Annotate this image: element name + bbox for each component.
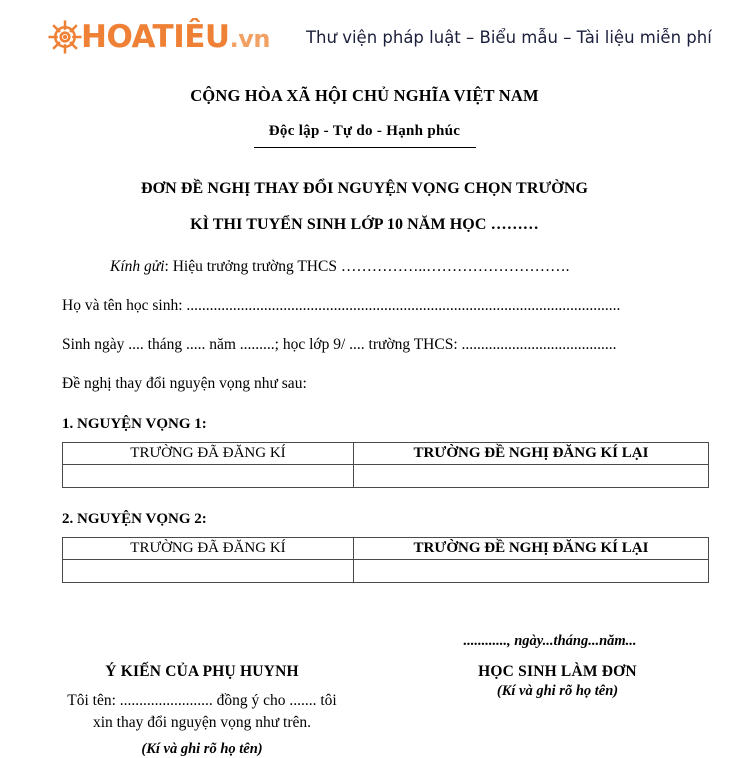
- signature-columns: [0, 663, 729, 758]
- table-row[interactable]: [63, 560, 709, 583]
- choice-table-2: [62, 537, 709, 583]
- section-heading-choice-2: [0, 511, 729, 528]
- field-request-intro: Đề nghị thay đổi nguyện vọng như sau:: [62, 375, 307, 392]
- parent-opinion-line-2: xin thay đổi nguyện vọng như trên.: [92, 714, 312, 732]
- section-heading-choice-1-label: 1. NGUYỆN VỌNG 1: [62, 416, 202, 432]
- cell-requested-school[interactable]: [354, 560, 709, 583]
- column-header-requested-school: TRƯỜNG ĐỀ NGHỊ ĐĂNG KÍ LẠI: [354, 538, 709, 560]
- student-signature-title: HỌC SINH LÀM ĐƠN: [478, 663, 637, 680]
- ship-wheel-icon: [47, 19, 83, 55]
- brand-wordmark-tld: .vn: [229, 24, 270, 53]
- national-motto: Độc lập - Tự do - Hạnh phúc: [268, 123, 461, 139]
- table-header-row: [63, 443, 709, 465]
- field-student-name: Họ và tên học sinh: ................................................................................................................: [62, 297, 621, 314]
- student-signature-block: [404, 663, 729, 758]
- recipient-label: Kính gửi: [110, 258, 165, 275]
- parent-signature-note: (Kí và ghi rõ họ tên): [141, 740, 263, 757]
- student-signature-note: (Kí và ghi rõ họ tên): [496, 683, 619, 699]
- document-title: ĐƠN ĐỀ NGHỊ THAY ĐỔI NGUYỆN VỌNG CHỌN TRƯỜNG: [140, 180, 589, 197]
- document-subtitle: KÌ THI TUYỂN SINH LỚP 10 NĂM HỌC ………: [190, 216, 539, 233]
- table-header-row: [63, 538, 709, 560]
- parent-opinion-block: [0, 663, 404, 758]
- date-place-line: ............, ngày...tháng...năm...: [463, 633, 637, 649]
- section-heading-choice-2-suffix: :: [201, 511, 207, 527]
- cell-requested-school[interactable]: [354, 465, 709, 488]
- parent-opinion-line-1: Tôi tên: ........................ đồng ý cho ....... tôi: [67, 692, 337, 709]
- brand-wordmark: [81, 18, 270, 55]
- section-heading-choice-1-suffix: :: [201, 416, 207, 432]
- recipient-line: [0, 258, 729, 276]
- column-header-registered-school: TRƯỜNG ĐÃ ĐĂNG KÍ: [63, 538, 354, 560]
- national-title: CỘNG HÒA XÃ HỘI CHỦ NGHĨA VIỆT NAM: [190, 86, 539, 105]
- cell-registered-school[interactable]: [63, 465, 354, 488]
- brand-wordmark-main: HOATIÊU: [81, 18, 230, 55]
- brand-logo[interactable]: [47, 19, 270, 55]
- section-heading-choice-1: [0, 416, 729, 433]
- table-row[interactable]: [63, 465, 709, 488]
- cell-registered-school[interactable]: [63, 560, 354, 583]
- document-sheet: [0, 74, 729, 757]
- recipient-value: : Hiệu trưởng trường THCS ……………..……………………….: [164, 258, 570, 275]
- field-birth-and-class: Sinh ngày .... tháng ..... năm .........; học lớp 9/ .... trường THCS: ........................................: [62, 336, 617, 353]
- section-heading-choice-2-label: 2. NGUYỆN VỌNG 2: [62, 511, 202, 527]
- brand-tagline: Thư viện pháp luật – Biểu mẫu – Tài liệu miễn phí: [305, 27, 712, 47]
- form-fields: [0, 297, 729, 393]
- signature-area: [0, 605, 729, 757]
- choice-table-1: [62, 442, 709, 488]
- parent-opinion-title: Ý KIẾN CỦA PHỤ HUYNH: [105, 663, 299, 680]
- column-header-registered-school: TRƯỜNG ĐÃ ĐĂNG KÍ: [63, 443, 354, 465]
- column-header-requested-school: TRƯỜNG ĐỀ NGHỊ ĐĂNG KÍ LẠI: [354, 443, 709, 465]
- motto-divider: [254, 147, 476, 148]
- site-branding-header: [0, 0, 729, 74]
